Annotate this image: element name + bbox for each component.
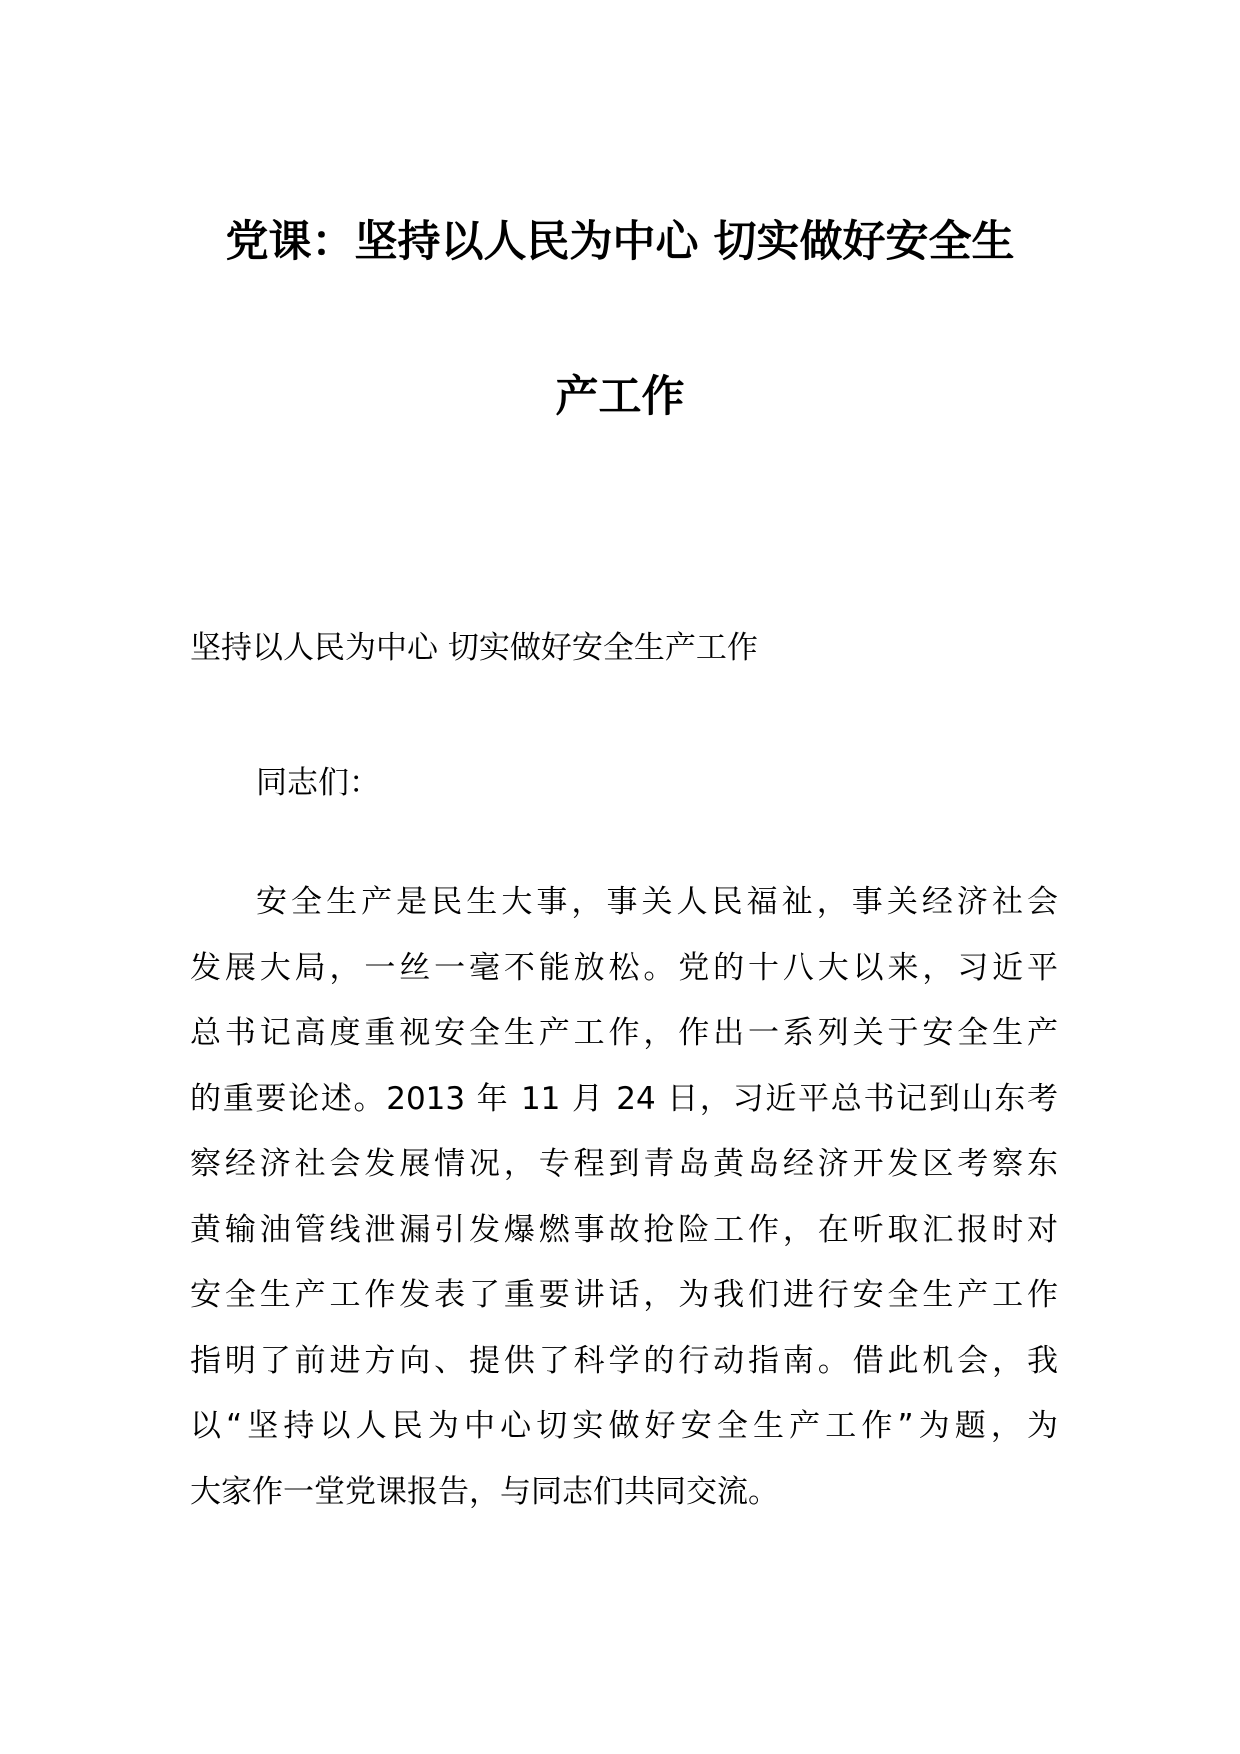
document-title-line-2: 产工作 <box>555 372 685 422</box>
greeting: 同志们： <box>256 765 380 801</box>
paragraph-line: 的重要论述。2013 年 11 月 24 日，习近平总书记到山东考 <box>190 1080 1058 1117</box>
paragraph-line: 安全生产是民生大事，事关人民福祉，事关经济社会 <box>256 884 1058 920</box>
paragraph-line: 大家作一堂党课报告，与同志们共同交流。 <box>190 1473 779 1510</box>
paragraph-line: 总书记高度重视安全生产工作，作出一系列关于安全生产 <box>190 1015 1058 1051</box>
paragraph-line: 以“坚持以人民为中心切实做好安全生产工作”为题，为 <box>190 1408 1058 1444</box>
paragraph-line: 指明了前进方向、提供了科学的行动指南。借此机会，我 <box>190 1342 1058 1379</box>
document-title-line-1: 党课：坚持以人民为中心 切实做好安全生 <box>225 217 1015 267</box>
paragraph-line: 察经济社会发展情况，专程到青岛黄岛经济开发区考察东 <box>190 1146 1058 1182</box>
document-subtitle: 坚持以人民为中心 切实做好安全生产工作 <box>190 630 758 666</box>
paragraph-line: 黄输油管线泄漏引发爆燃事故抢险工作，在听取汇报时对 <box>190 1211 1058 1248</box>
paragraph-line: 发展大局，一丝一毫不能放松。党的十八大以来，习近平 <box>190 949 1058 986</box>
body-paragraph <box>190 882 1058 1537</box>
paragraph-line: 安全生产工作发表了重要讲话，为我们进行安全生产工作 <box>190 1277 1058 1313</box>
